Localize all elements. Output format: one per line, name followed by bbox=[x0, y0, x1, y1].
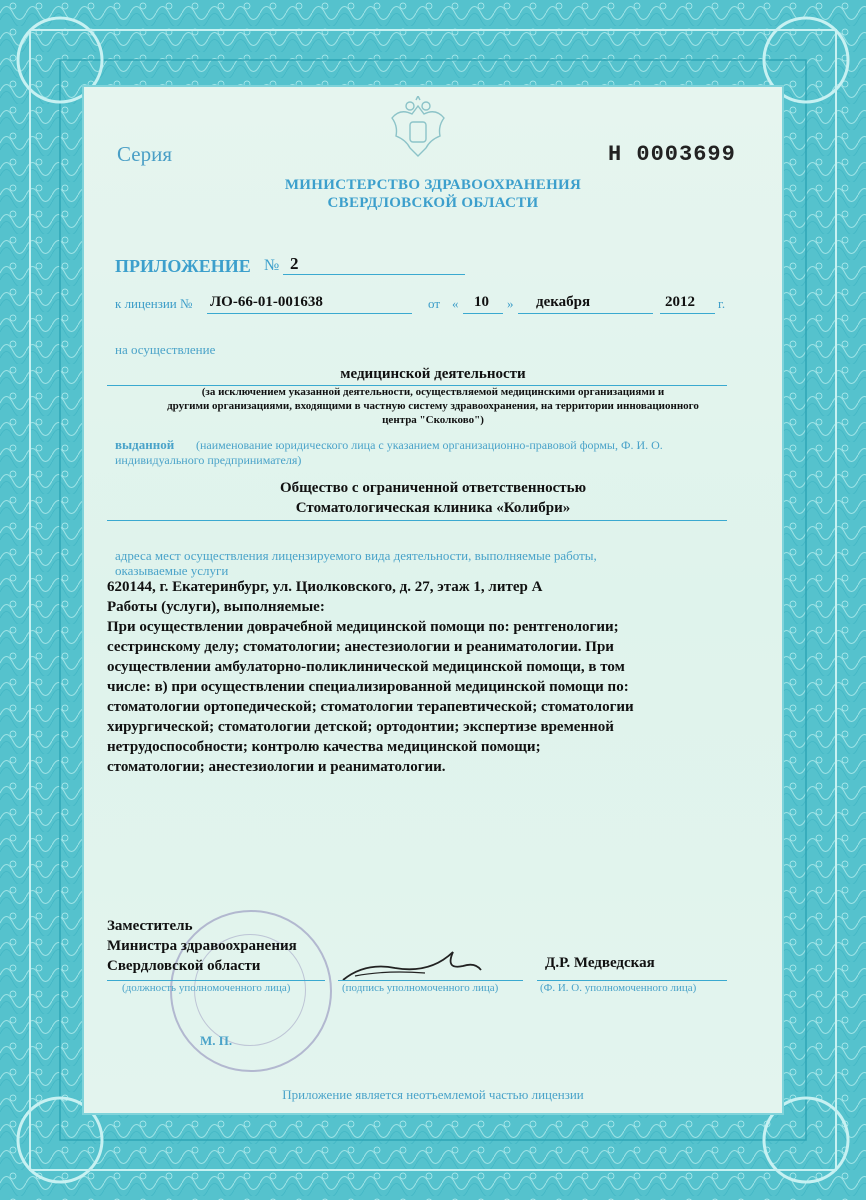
services-line: стоматологии; анестезиологии и реаниматологии. bbox=[107, 759, 446, 775]
activity-note-line1: (за исключением указанной деятельности, осуществляемой медицинскими организациями и bbox=[201, 386, 665, 398]
services-line: нетрудоспособности; контролю качества медицинской помощи; bbox=[107, 739, 541, 755]
issued-hint-line2: индивидуального предпринимателя) bbox=[115, 453, 302, 467]
address-label-line2: оказываемые услуги bbox=[115, 563, 229, 578]
license-from-label: от bbox=[428, 296, 441, 311]
signer-position-line2: Министра здравоохранения bbox=[107, 938, 297, 954]
signer-name: Д.Р. Медведская bbox=[545, 955, 655, 971]
issued-label: выданной bbox=[115, 437, 175, 452]
signature-caption: (подпись уполномоченного лица) bbox=[342, 982, 499, 994]
license-day: 10 bbox=[474, 294, 489, 310]
appendix-number: 2 bbox=[290, 254, 299, 273]
address-line: 620144, г. Екатеринбург, ул. Циолковского, д. 27, этаж 1, литер А bbox=[107, 579, 543, 595]
activity-label: на осуществление bbox=[115, 342, 216, 357]
services-line: осуществлении амбулаторно-поликлинической медицинской помощи, в том bbox=[107, 659, 625, 675]
appendix-number-label: № bbox=[264, 257, 280, 274]
signature-underline bbox=[338, 980, 523, 981]
activity-name: медицинской деятельности bbox=[340, 366, 526, 382]
services-line: При осуществлении доврачебной медицинской помощи по: рентгенологии; bbox=[107, 619, 619, 635]
footer-note: Приложение является неотъемлемой частью лицензии bbox=[282, 1087, 584, 1102]
address-label-line1: адреса мест осуществления лицензируемого вида деятельности, выполняемые работы, bbox=[115, 548, 597, 563]
organization-name-line2: Стоматологическая клиника «Колибри» bbox=[295, 500, 571, 516]
signer-position-line3: Свердловской области bbox=[107, 958, 261, 974]
organization-underline bbox=[107, 520, 727, 521]
series-label: Серия bbox=[117, 142, 172, 166]
appendix-number-underline bbox=[283, 274, 465, 275]
services-line: числе: в) при осуществлении специализированной медицинской помощи по: bbox=[107, 679, 629, 695]
license-number: ЛО-66-01-001638 bbox=[210, 294, 323, 310]
license-day-underline bbox=[463, 313, 503, 314]
services-line: стоматологии ортопедической; стоматологии терапевтической; стоматологии bbox=[107, 699, 634, 715]
license-year-underline bbox=[660, 313, 715, 314]
stamp-place-label: М. П. bbox=[200, 1033, 233, 1048]
license-year-suffix: г. bbox=[718, 296, 726, 311]
license-year: 2012 bbox=[665, 294, 695, 310]
services-line: хирургической; стоматологии детской; ортодонтии; экспертизе временной bbox=[107, 719, 614, 735]
license-month: декабря bbox=[536, 294, 591, 310]
issued-hint-line1: (наименование юридического лица с указанием организационно-правовой формы, Ф. И. О. bbox=[196, 438, 663, 452]
ministry-name-line1: МИНИСТЕРСТВО ЗДРАВООХРАНЕНИЯ bbox=[284, 177, 582, 193]
services-line: сестринскому делу; стоматологии; анестезиологии и реаниматологии. При bbox=[107, 639, 614, 655]
signer-position-line1: Заместитель bbox=[107, 918, 193, 934]
coat-of-arms-icon bbox=[386, 96, 450, 164]
name-underline bbox=[537, 980, 727, 981]
position-underline bbox=[107, 980, 325, 981]
license-quote-close: » bbox=[507, 296, 514, 311]
license-quote-open: « bbox=[452, 296, 459, 311]
license-month-underline bbox=[518, 313, 653, 314]
license-number-underline bbox=[207, 313, 412, 314]
position-caption: (должность уполномоченного лица) bbox=[122, 982, 291, 994]
organization-name-line1: Общество с ограниченной ответственностью bbox=[279, 480, 587, 496]
services-heading: Работы (услуги), выполняемые: bbox=[107, 599, 325, 615]
ministry-name-line2: СВЕРДЛОВСКОЙ ОБЛАСТИ bbox=[327, 195, 539, 211]
activity-note-line3: центра "Сколково") bbox=[382, 414, 484, 426]
appendix-title: ПРИЛОЖЕНИЕ bbox=[115, 256, 251, 276]
name-caption: (Ф. И. О. уполномоченного лица) bbox=[540, 982, 697, 994]
series-number: Н 0003699 bbox=[608, 142, 736, 167]
activity-note-line2: другими организациями, входящими в частную систему здравоохранения, на территории инновационного bbox=[167, 400, 699, 412]
license-prefix: к лицензии № bbox=[115, 296, 193, 311]
